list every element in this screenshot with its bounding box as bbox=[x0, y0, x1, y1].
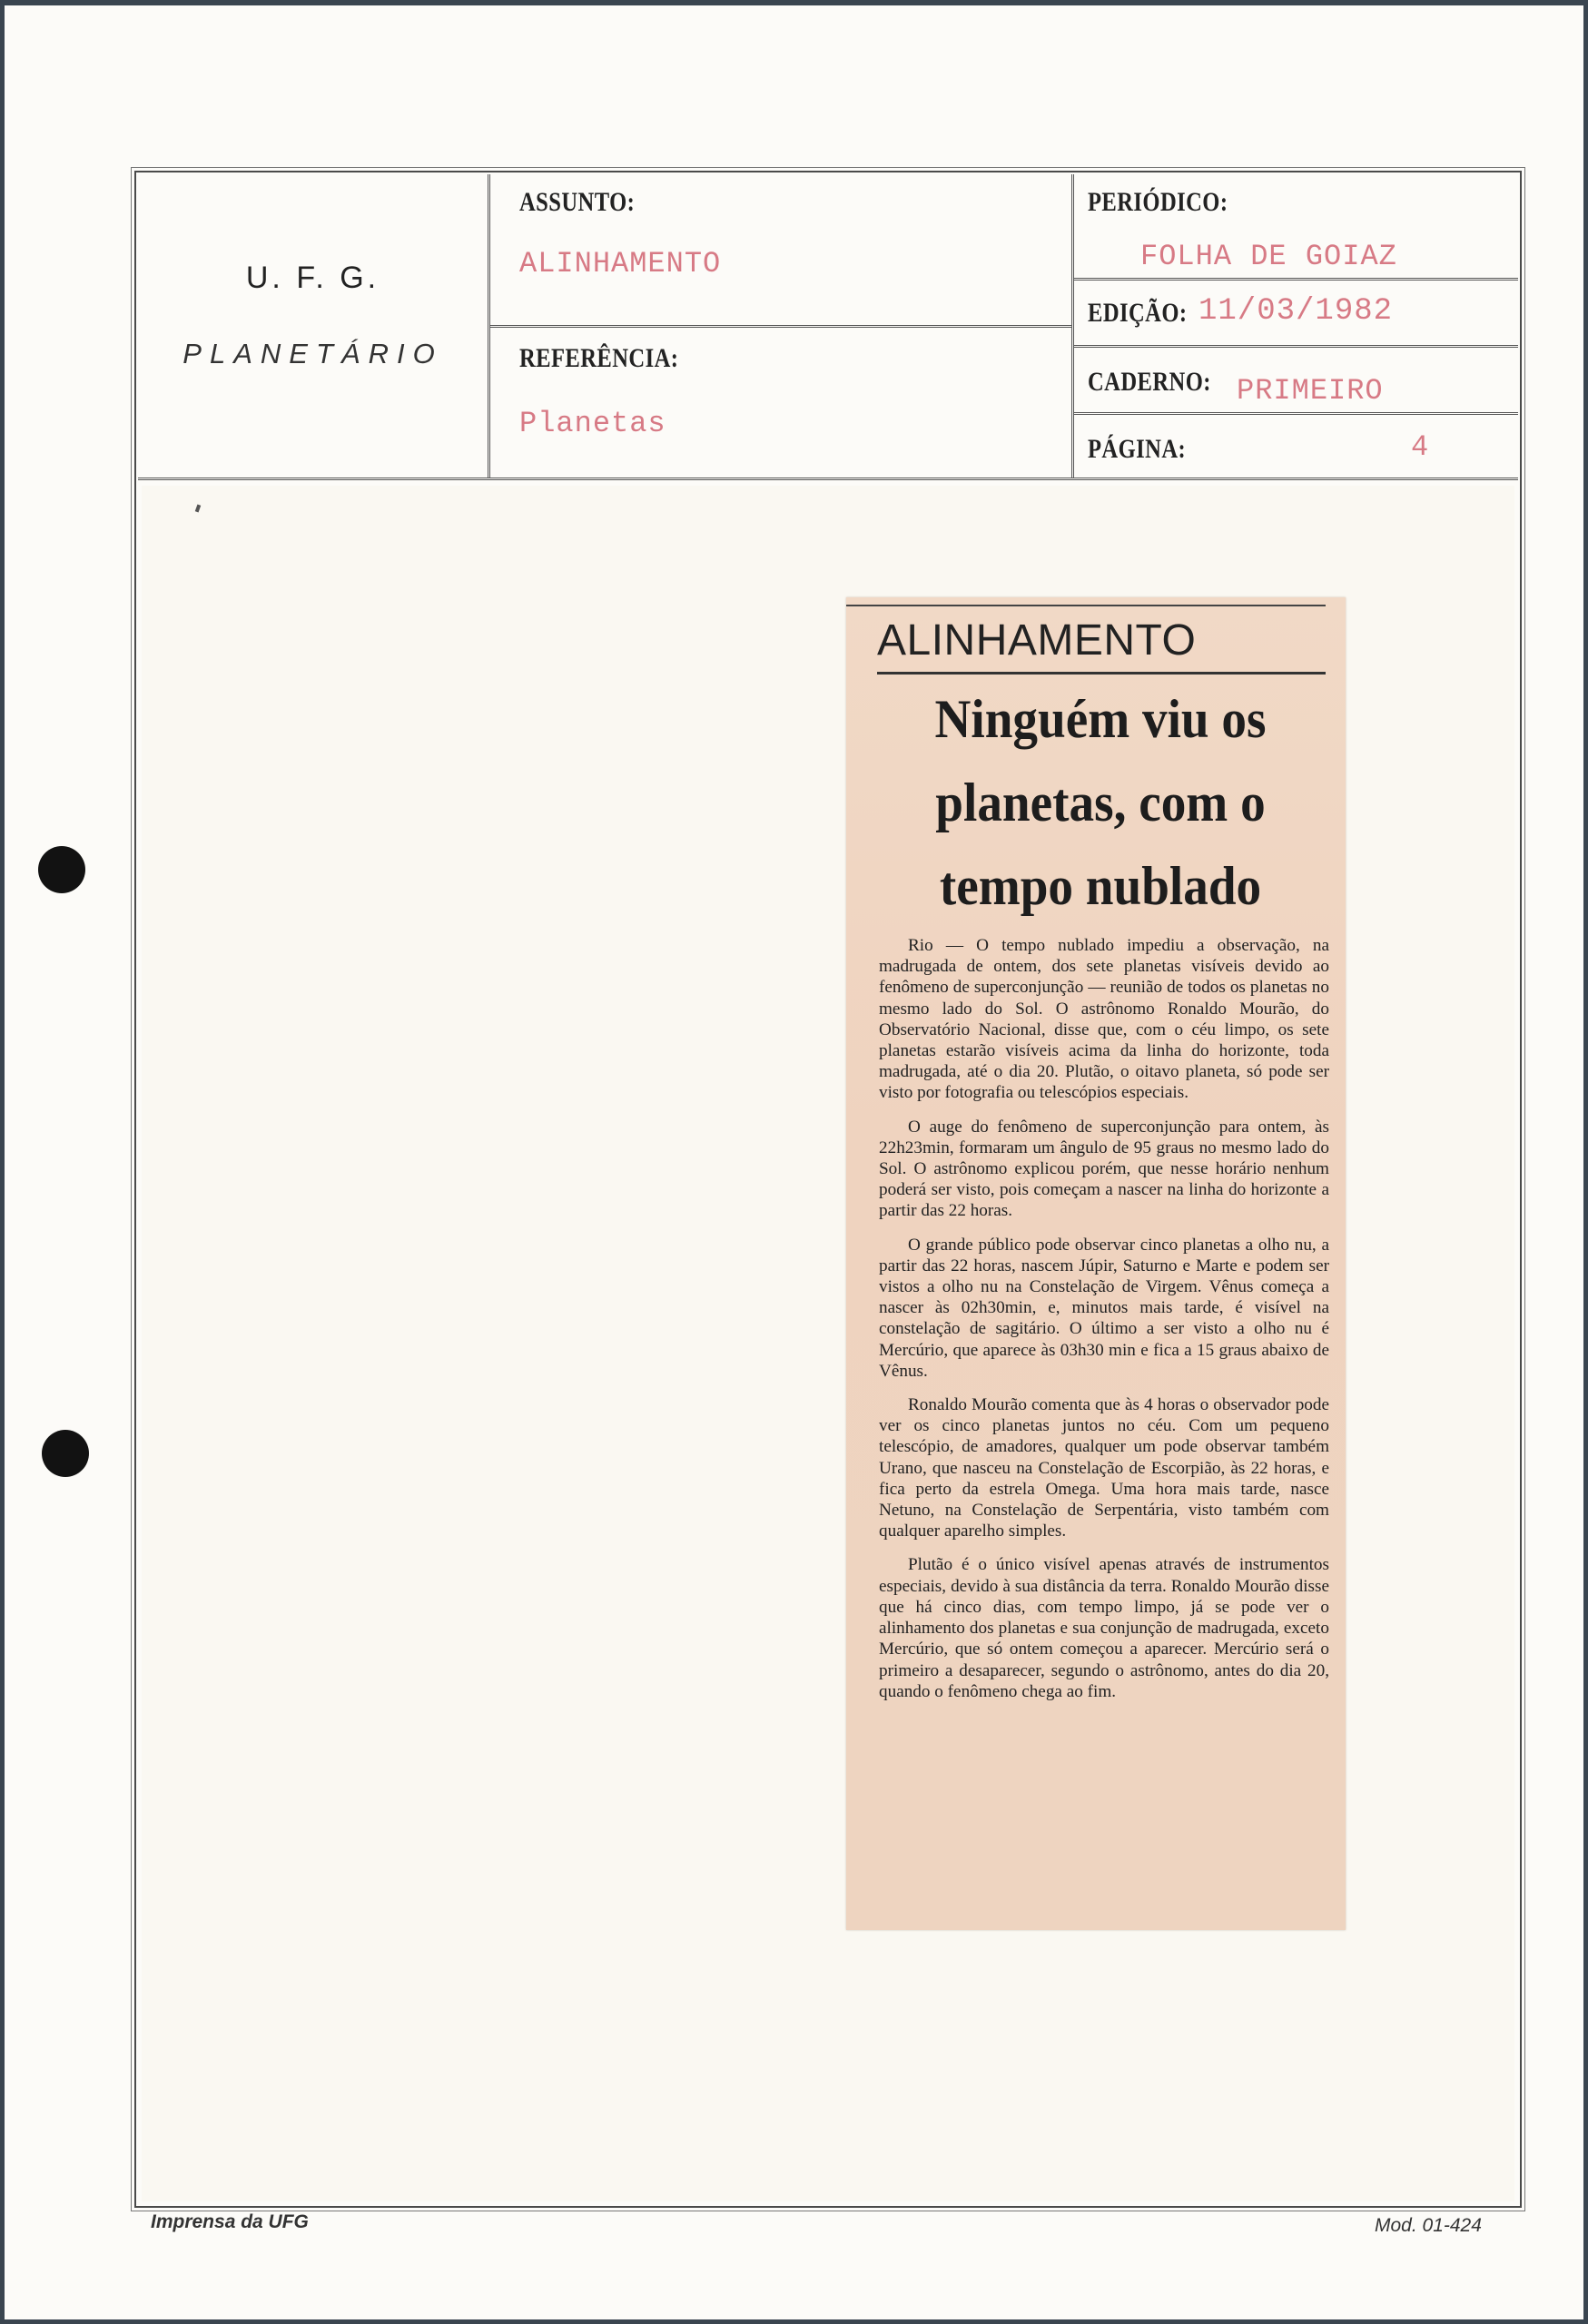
article-paragraph: O auge do fenômeno de superconjunção para ontem, às 22h23min, formaram um ângulo de 95 graus no mesmo lado do Sol. O astrônomo explicou porém, que nesse horário nenhum poderá ser visto, pois começam a nascer na linha do horizonte a partir das 22 horas. bbox=[879, 1117, 1329, 1221]
article-body bbox=[879, 935, 1329, 1715]
edicao-value: 11/03/1982 bbox=[1198, 294, 1394, 329]
article-paragraph: Plutão é o único visível apenas através de instrumentos especiais, devido à sua distância da terra. Ronaldo Mourão disse que há cinco dias, com tempo limpo, já se pode ver o alinhamento dos planetas e sua conjunção de madrugada, exceto Mercúrio, que só ontem começou a aparecer. Mercúrio será o primeiro a desaparecer, segundo o astrônomo, antes do dia 20, quando o fenômeno chega ao fim. bbox=[879, 1555, 1329, 1701]
caderno-value: PRIMEIRO bbox=[1237, 374, 1384, 408]
periodico-value: FOLHA DE GOIAZ bbox=[1140, 240, 1397, 273]
rule bbox=[877, 672, 1326, 675]
institution-name: U. F. G. bbox=[245, 261, 380, 295]
article-paragraph: O grande público pode observar cinco planetas a olho nu, a partir das 22 horas, nascem Júpir, Saturno e Marte e podem ser vistos a olho nu na Constelação de Virgem. Vênus começa a nascer às 02h30min, e, minutos mais tarde, é visível na constelação de sagitário. O último a ser visto a olho nu é Mercúrio, que aparece às 03h30 min e fica a 15 graus abaixo de Vênus. bbox=[879, 1235, 1329, 1381]
clipping-headline bbox=[892, 677, 1309, 928]
pagina-label: PÁGINA: bbox=[1088, 434, 1187, 464]
edicao-label: EDIÇÃO: bbox=[1088, 298, 1188, 328]
divider bbox=[1073, 345, 1518, 348]
divider bbox=[489, 325, 1071, 328]
rule bbox=[846, 605, 1326, 606]
referencia-label: REFERÊNCIA: bbox=[519, 343, 679, 373]
headline-line: planetas, com o bbox=[935, 773, 1266, 832]
headline-line: tempo nublado bbox=[939, 856, 1262, 916]
punch-hole-bottom bbox=[42, 1430, 89, 1477]
periodico-label: PERIÓDICO: bbox=[1088, 187, 1228, 217]
newspaper-clipping bbox=[846, 597, 1346, 1930]
article-paragraph: Rio — O tempo nublado impediu a observação, na madrugada de ontem, dos sete planetas visíveis devido ao fenômeno de superconjunção — reunião de todos os planetas no mesmo lado do Sol. O astrônomo Ronaldo Mourão, do Observatório Nacional, disse que, com o céu limpo, os sete planetas estarão visíveis acima da linha do horizonte, toda madrugada, até o dia 20. Plutão, o oitavo planeta, só pode ser visto por fotografia ou telescópios especiais. bbox=[879, 936, 1329, 1103]
pagina-value: 4 bbox=[1411, 430, 1430, 464]
department-name: PLANETÁRIO bbox=[182, 338, 443, 369]
punch-hole-top bbox=[38, 846, 85, 893]
referencia-value: Planetas bbox=[519, 407, 666, 440]
footer-publisher: Imprensa da UFG bbox=[151, 2211, 309, 2232]
assunto-label: ASSUNTO: bbox=[519, 187, 636, 217]
caderno-label: CADERNO: bbox=[1088, 367, 1211, 397]
assunto-value: ALINHAMENTO bbox=[519, 247, 722, 281]
divider bbox=[1073, 412, 1518, 415]
divider bbox=[1073, 278, 1518, 281]
clipping-kicker: ALINHAMENTO bbox=[877, 616, 1197, 665]
divider bbox=[1071, 174, 1074, 478]
headline-line: Ninguém viu os bbox=[934, 689, 1267, 749]
form-header bbox=[138, 174, 1518, 480]
footer-form-code: Mod. 01-424 bbox=[1375, 2215, 1482, 2236]
article-paragraph: Ronaldo Mourão comenta que às 4 horas o observador pode ver os cinco planetas juntos no céu. Com um pequeno telescópio, de amadores, qualquer um pode observar também Urano, que nasceu na Constelação de Escorpião, às 22 horas, e fica perto da estrela Omega. Uma hora mais tarde, nasce Netuno, na Constelação de Serpentária, visto também com qualquer aparelho simples. bbox=[879, 1395, 1329, 1541]
